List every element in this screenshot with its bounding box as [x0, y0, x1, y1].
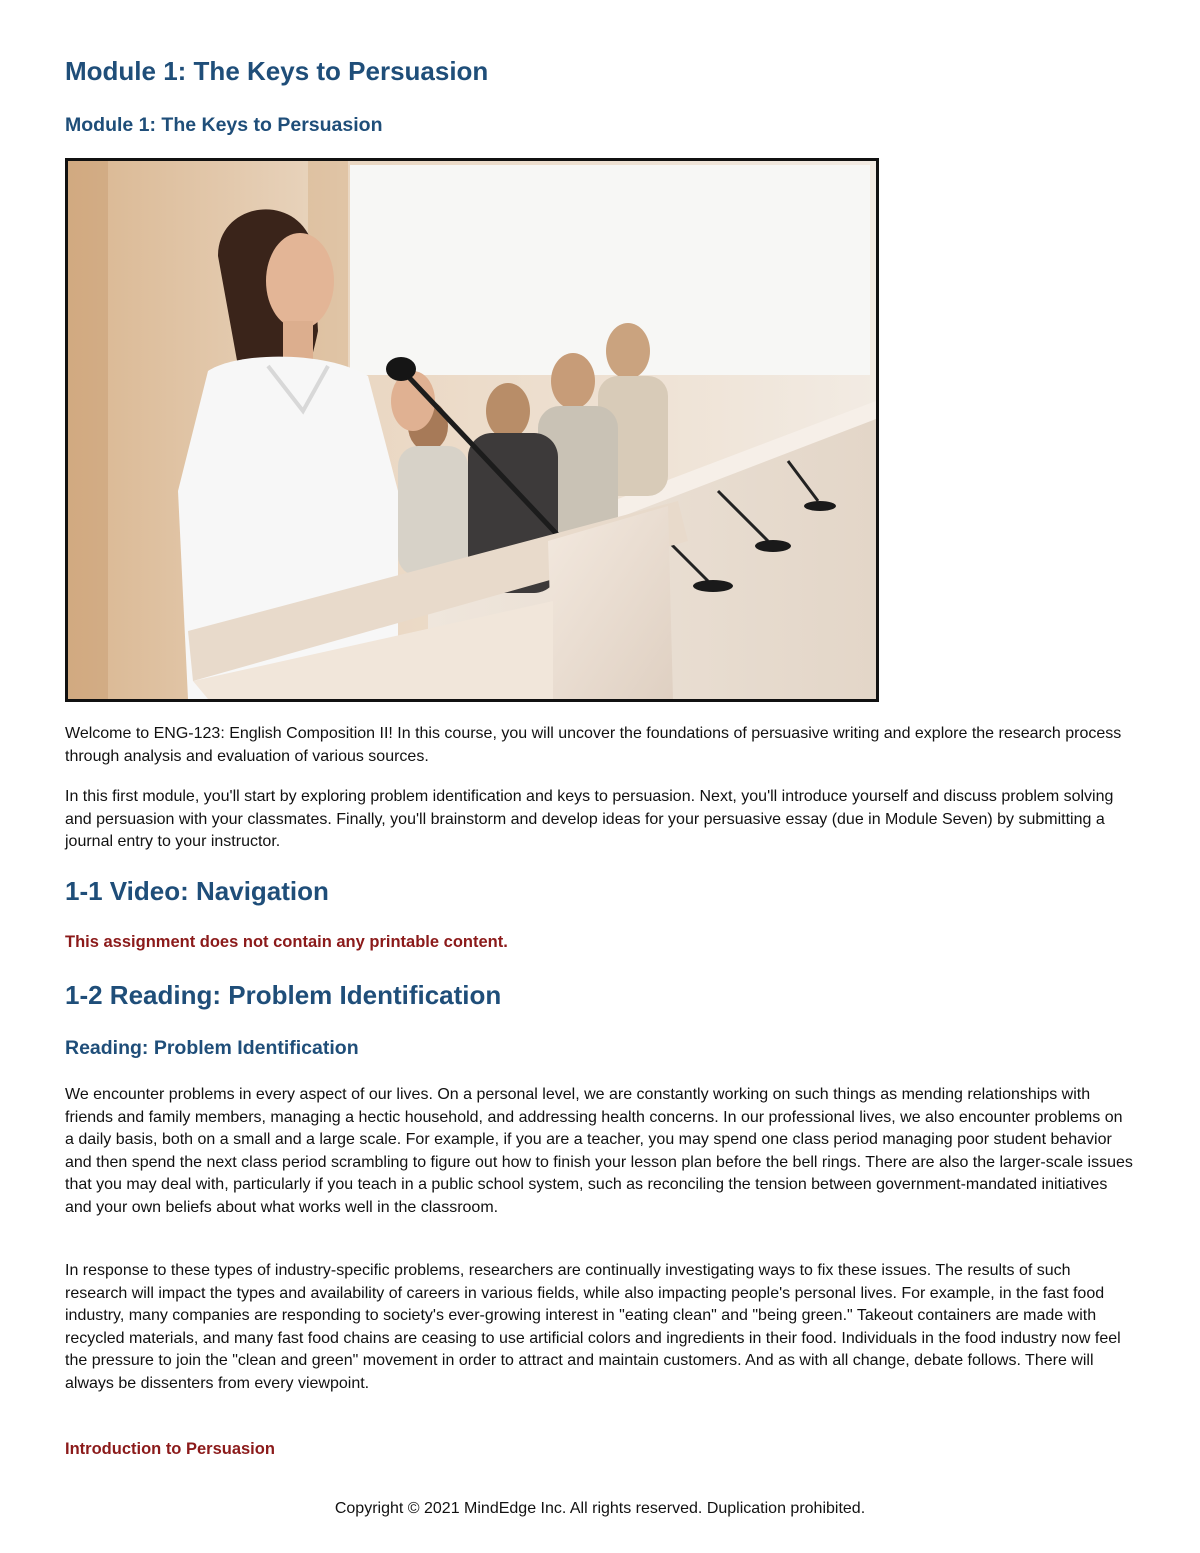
section-1-2-heading: 1-2 Reading: Problem Identification [65, 980, 502, 1010]
page-title: Module 1: The Keys to Persuasion [65, 56, 489, 86]
intro-paragraph-2: In this first module, you'll start by exploring problem identification and keys to persuasion. Next, you'll introduce yourself and discuss problem solving and persuasion with your classmates. Finally, you'll brainstorm and develop ideas for your persuasive essay (due in Module Seven) by submitting a journal entry to your instructor. [65, 788, 1114, 850]
speaker-at-podium-image [65, 158, 879, 702]
reading-paragraph-2: In response to these types of industry-specific problems, researchers are continually investigating ways to fix these issues. The results of such research will impact the types and availability of careers in various fields, while also impacting people's personal lives. For example, in the fast food industry, many companies are responding to society's ever-growing interest in "eating clean" and "being green." Takeout containers are made with recycled materials, and many fast food chains are ceasing to use artificial colors and ingredients in their food. Individuals in the food industry now feel the pressure to join the "clean and green" movement in order to attract and maintain customers. And as with all change, debate follows. There will always be dissenters from every viewpoint. [65, 1262, 1121, 1392]
copyright-footer: Copyright © 2021 MindEdge Inc. All rights reserved. Duplication prohibited. [334, 1500, 866, 1517]
intro-paragraph-1: Welcome to ENG-123: English Composition II! In this course, you will uncover the foundations of persuasive writing and explore the research process through analysis and evaluation of various sources. [65, 725, 1122, 765]
no-printable-content-notice: This assignment does not contain any printable content. [65, 933, 508, 951]
introduction-to-persuasion-heading: Introduction to Persuasion [65, 1440, 275, 1458]
section-1-1-heading: 1-1 Video: Navigation [65, 876, 329, 906]
reading-subheading: Reading: Problem Identification [65, 1037, 359, 1059]
module-subtitle: Module 1: The Keys to Persuasion [65, 114, 383, 136]
reading-paragraph-1: We encounter problems in every aspect of our lives. On a personal level, we are constantly working on such things as mending relationships with friends and family members, managing a hectic household, and addressing health concerns. In our professional lives, we also encounter problems on a daily basis, both on a small and a large scale. For example, if you are a teacher, you may spend one class period managing poor student behavior and then spend the next class period scrambling to figure out how to finish your lesson plan before the bell rings. There are also the larger-scale issues that you may deal with, particularly if you teach in a public school system, such as reconciling the tension between government-mandated initiatives and your own beliefs about what works well in the classroom. [65, 1086, 1133, 1216]
